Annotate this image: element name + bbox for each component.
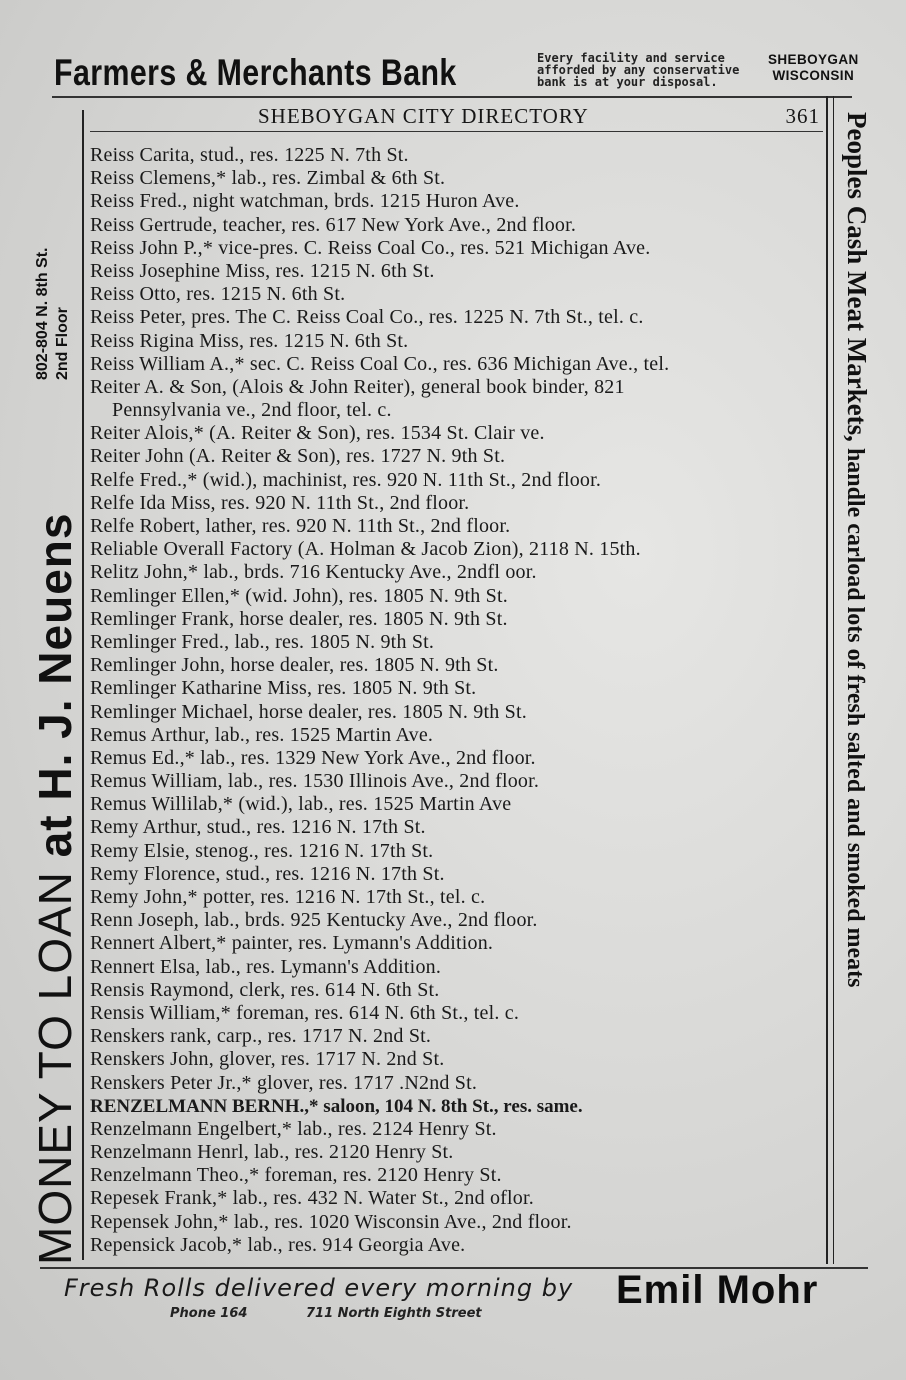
directory-entry: Remlinger Michael, horse dealer, res. 1805 N. 9th St. (90, 700, 527, 723)
bank-tagline-line: Every facility and service (537, 51, 725, 65)
directory-entry: Rennert Elsa, lab., res. Lymann's Addition. (90, 955, 442, 978)
bank-advertisement (0, 38, 906, 98)
directory-entry: Remus Arthur, lab., res. 1525 Martin Ave. (90, 723, 434, 746)
left-frame-line (82, 110, 84, 1260)
running-header (90, 104, 820, 132)
directory-entry: Remy Florence, stud., res. 1216 N. 17th St. (90, 862, 445, 885)
directory-entry: Renskers Peter Jr.,* glover, res. 1717 .N2nd St. (90, 1071, 478, 1094)
directory-entry: Reiss John P.,* vice-pres. C. Reiss Coal Co., res. 521 Michigan Ave. (90, 236, 651, 259)
directory-entry: Remlinger John, horse dealer, res. 1805 N. 9th St. (90, 654, 499, 677)
directory-entry: Reiss Fred., night watchman, brds. 1215 Huron Ave. (90, 190, 520, 213)
bank-name: Farmers & Merchants Bank (54, 52, 457, 93)
directory-entry: Renzelmann Henrl, lab., res. 2120 Henry St. (90, 1141, 454, 1164)
bakery-address: 711 North Eighth Street (306, 1306, 482, 1321)
directory-entry: Reiss Carita, stud., res. 1225 N. 7th St. (90, 144, 409, 166)
directory-entry: Reiss Clemens,* lab., res. Zimbal & 6th St. (90, 167, 446, 190)
directory-entry: Rensis Raymond, clerk, res. 614 N. 6th St. (90, 978, 440, 1001)
directory-entry: Reliable Overall Factory (A. Holman & Jacob Zion), 2118 N. 15th. (90, 538, 641, 561)
bank-city-line: WISCONSIN (772, 68, 855, 83)
directory-entry: Repesek Frank,* lab., res. 432 N. Water St., 2nd oflor. (90, 1187, 534, 1210)
directory-entry: Remlinger Ellen,* (wid. John), res. 1805 N. 9th St. (90, 584, 508, 607)
loan-ad-address-line: 2nd Floor (54, 307, 71, 380)
directory-entry: Remlinger Fred., lab., res. 1805 N. 9th St. (90, 630, 435, 653)
directory-entry: Reiss Josephine Miss, res. 1215 N. 6th St. (90, 259, 435, 282)
bank-city (768, 52, 859, 84)
directory-entry: Remy John,* potter, res. 1216 N. 17th St., tel. c. (90, 886, 486, 908)
directory-entry: Rennert Albert,* painter, res. Lymann's Addition. (90, 932, 494, 955)
directory-entry: Remy Elsie, stenog., res. 1216 N. 17th St. (90, 839, 434, 862)
directory-entry: Rensis William,* foreman, res. 614 N. 6th St., tel. c. (90, 1001, 520, 1024)
directory-entry: Remus Ed.,* lab., res. 1329 New York Ave., 2nd floor. (90, 746, 536, 769)
directory-entry: Reiter John (A. Reiter & Son), res. 1727 N. 9th St. (90, 445, 506, 468)
loan-ad-address (33, 248, 73, 381)
meat-market-advertisement (835, 112, 875, 1252)
directory-entry: Relitz John,* lab., brds. 716 Kentucky Ave., 2ndfl oor. (90, 561, 537, 584)
bank-tagline-line: bank is at your disposal. (537, 75, 718, 89)
loan-ad-bold: at H. J. Neuens (29, 512, 81, 858)
directory-entry-continuation: Pennsylvania ve., 2nd floor, tel. c. (112, 399, 392, 422)
directory-title: SHEBOYGAN CITY DIRECTORY (258, 104, 589, 128)
directory-entry: Repensek John,* lab., res. 1020 Wisconsin Ave., 2nd floor. (90, 1210, 572, 1233)
directory-entry: Repensick Jacob,* lab., res. 914 Georgia Ave. (90, 1233, 466, 1256)
directory-entry: Relfe Ida Miss, res. 920 N. 11th St., 2nd floor. (90, 491, 470, 514)
bakery-phone: Phone 164 (170, 1306, 248, 1321)
directory-entry: Renzelmann Engelbert,* lab., res. 2124 Henry St. (90, 1117, 497, 1140)
directory-entry: Relfe Robert, lather, res. 920 N. 11th St., 2nd floor. (90, 515, 511, 537)
bank-tagline (537, 52, 739, 88)
loan-ad-address-line: 802-804 N. 8th St. (34, 247, 51, 380)
directory-entry: Remus William, lab., res. 1530 Illinois Ave., 2nd floor. (90, 770, 540, 793)
header-divider (90, 131, 823, 132)
directory-entry-bold: RENZELMANN BERNH.,* saloon, 104 N. 8th St., res. same. (90, 1095, 583, 1117)
meat-ad-lead: Peoples Cash Meat Markets, (842, 112, 872, 442)
bank-tagline-line: afforded by any conservative (537, 63, 740, 77)
bank-city-line: SHEBOYGAN (768, 52, 859, 67)
directory-entry: Remlinger Frank, horse dealer, res. 1805 N. 9th St. (90, 607, 508, 630)
page-number: 361 (785, 104, 820, 128)
directory-entry: Reiter Alois,* (A. Reiter & Son), res. 1534 St. Clair ve. (90, 422, 545, 445)
directory-entry: Reiss Gertrude, teacher, res. 617 New York Ave., 2nd floor. (90, 213, 577, 236)
directory-entry: Remlinger Katharine Miss, res. 1805 N. 9th St. (90, 677, 477, 700)
loan-advertisement (30, 125, 80, 1265)
directory-entry: Reiss Rigina Miss, res. 1215 N. 6th St. (90, 329, 409, 352)
directory-entry: Relfe Fred.,* (wid.), machinist, res. 920 N. 11th St., 2nd floor. (90, 468, 602, 491)
top-divider (52, 96, 852, 98)
meat-ad-rest: handle carload lots of fresh salted and smoked meats (842, 441, 868, 988)
loan-ad-text (30, 513, 80, 1265)
right-frame-line-outer (833, 96, 834, 1264)
directory-entry: Renn Joseph, lab., brds. 925 Kentucky Ave., 2nd floor. (90, 909, 538, 932)
bakery-ad-line: Fresh Rolls delivered every morning by (64, 1274, 574, 1302)
directory-entry: Renskers John, glover, res. 1717 N. 2nd St. (90, 1048, 445, 1071)
directory-entries (90, 144, 830, 1257)
directory-entry: Reiss Peter, pres. The C. Reiss Coal Co., res. 1225 N. 7th St., tel. c. (90, 306, 644, 329)
directory-entry: Renzelmann Theo.,* foreman, res. 2120 Henry St. (90, 1164, 502, 1187)
directory-entry: Reiter A. & Son, (Alois & John Reiter), general book binder, 821 (90, 375, 625, 398)
loan-ad-plain: MONEY TO LOAN (29, 857, 81, 1265)
directory-entry: Reiss Otto, res. 1215 N. 6th St. (90, 283, 346, 306)
bakery-name: Emil Mohr (616, 1268, 819, 1312)
directory-entry: Remus Willilab,* (wid.), lab., res. 1525 Martin Ave (90, 793, 512, 816)
directory-entry: Reiss William A.,* sec. C. Reiss Coal Co., res. 636 Michigan Ave., tel. (90, 352, 670, 375)
directory-entry: Remy Arthur, stud., res. 1216 N. 17th St. (90, 816, 426, 839)
directory-entry: Renskers rank, carp., res. 1717 N. 2nd St. (90, 1025, 432, 1048)
